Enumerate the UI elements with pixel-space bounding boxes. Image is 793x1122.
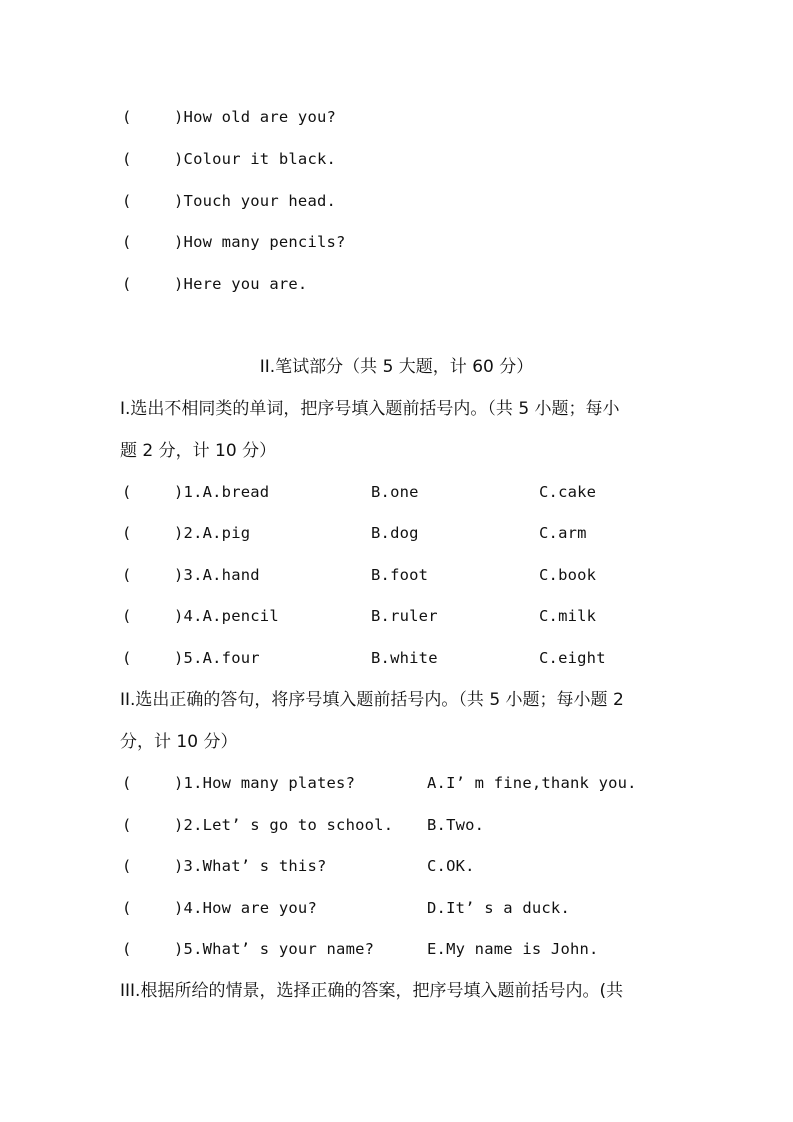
option-b: B.ruler bbox=[371, 607, 438, 625]
option-a: )4.A.pencil bbox=[174, 607, 279, 625]
part2-item bbox=[0, 813, 793, 837]
option-b: B.one bbox=[371, 483, 419, 501]
question-text: )2.Let’ s go to school. bbox=[174, 816, 394, 834]
option-c: C.book bbox=[539, 566, 597, 584]
listening-item bbox=[0, 147, 793, 171]
part1-item bbox=[0, 521, 793, 545]
answer-paren-open: ( bbox=[122, 524, 132, 542]
answer-paren-open: ( bbox=[122, 275, 132, 293]
question-text: )Touch your head. bbox=[174, 192, 337, 210]
option-a: )1.A.bread bbox=[174, 483, 270, 501]
option-c: C.cake bbox=[539, 483, 597, 501]
answer-option: D.It’ s a duck. bbox=[427, 899, 570, 917]
answer-paren-open: ( bbox=[122, 899, 132, 917]
listening-item bbox=[0, 189, 793, 213]
answer-paren-open: ( bbox=[122, 816, 132, 834]
option-a: )2.A.pig bbox=[174, 524, 251, 542]
question-text: )How old are you? bbox=[174, 108, 337, 126]
answer-paren-open: ( bbox=[122, 192, 132, 210]
answer-option: B.Two. bbox=[427, 816, 485, 834]
option-c: C.milk bbox=[539, 607, 597, 625]
part2-item bbox=[0, 937, 793, 961]
listening-item bbox=[0, 230, 793, 254]
answer-paren-open: ( bbox=[122, 150, 132, 168]
part1-item bbox=[0, 563, 793, 587]
section-title: II.笔试部分（共 5 大题，计 60 分） bbox=[259, 357, 534, 377]
answer-paren-open: ( bbox=[122, 566, 132, 584]
part1-instruction-line2: 题 2 分，计 10 分） bbox=[120, 441, 277, 461]
option-c: C.arm bbox=[539, 524, 587, 542]
part1-instruction-line1: I.选出不相同类的单词，把序号填入题前括号内。（共 5 小题；每小 bbox=[120, 399, 620, 419]
answer-paren-open: ( bbox=[122, 940, 132, 958]
listening-item bbox=[0, 272, 793, 296]
part1-item bbox=[0, 646, 793, 670]
option-a: )3.A.hand bbox=[174, 566, 260, 584]
question-text: )1.How many plates? bbox=[174, 774, 356, 792]
part2-instruction-line1: II.选出正确的答句，将序号填入题前括号内。（共 5 小题；每小题 2 bbox=[120, 690, 624, 710]
question-text: )Colour it black. bbox=[174, 150, 337, 168]
answer-paren-open: ( bbox=[122, 607, 132, 625]
part2-instruction-line2: 分，计 10 分） bbox=[120, 732, 238, 752]
option-b: B.white bbox=[371, 649, 438, 667]
option-b: B.foot bbox=[371, 566, 429, 584]
answer-option: A.I’ m fine,thank you. bbox=[427, 774, 637, 792]
answer-paren-open: ( bbox=[122, 108, 132, 126]
question-text: )How many pencils? bbox=[174, 233, 346, 251]
answer-paren-open: ( bbox=[122, 774, 132, 792]
listening-item bbox=[0, 105, 793, 129]
part2-item bbox=[0, 854, 793, 878]
part3-instruction-line1: III.根据所给的情景，选择正确的答案，把序号填入题前括号内。(共 bbox=[120, 981, 624, 1001]
question-text: )5.What’ s your name? bbox=[174, 940, 375, 958]
option-c: C.eight bbox=[539, 649, 606, 667]
option-b: B.dog bbox=[371, 524, 419, 542]
answer-paren-open: ( bbox=[122, 483, 132, 501]
question-text: )3.What’ s this? bbox=[174, 857, 327, 875]
question-text: )4.How are you? bbox=[174, 899, 317, 917]
part1-item bbox=[0, 480, 793, 504]
answer-option: E.My name is John. bbox=[427, 940, 599, 958]
question-text: )Here you are. bbox=[174, 275, 308, 293]
part2-item bbox=[0, 896, 793, 920]
part1-item bbox=[0, 604, 793, 628]
answer-paren-open: ( bbox=[122, 233, 132, 251]
answer-paren-open: ( bbox=[122, 649, 132, 667]
part2-item bbox=[0, 771, 793, 795]
answer-paren-open: ( bbox=[122, 857, 132, 875]
answer-option: C.OK. bbox=[427, 857, 475, 875]
option-a: )5.A.four bbox=[174, 649, 260, 667]
